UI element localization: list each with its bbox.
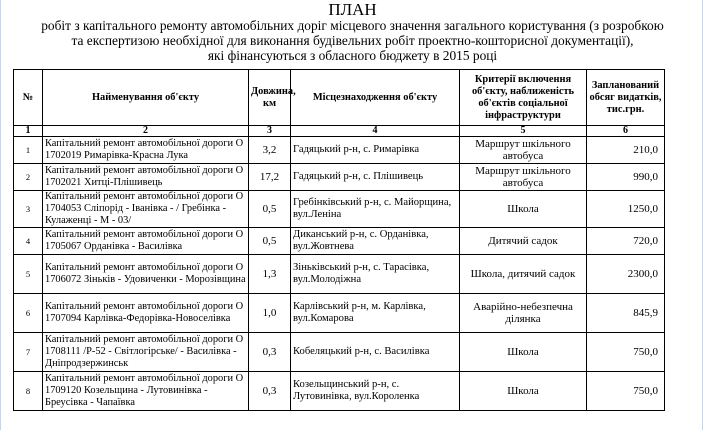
column-number: 6: [587, 126, 665, 137]
row-num: 2: [14, 164, 43, 191]
row-amount: 210,0: [587, 137, 665, 164]
table-row: [14, 372, 665, 411]
row-amount: 990,0: [587, 164, 665, 191]
table-row: [14, 137, 665, 164]
row-num: 5: [14, 255, 43, 294]
row-length: 0,3: [249, 333, 291, 372]
row-location: Зіньківський р-н, с. Тарасівка, вул.Молодіжна: [291, 255, 460, 294]
row-length: 0,5: [249, 228, 291, 255]
row-criteria: Школа: [460, 191, 587, 228]
row-location: Гадяцький р-н, с. Римарівка: [291, 137, 460, 164]
header-num: №: [14, 70, 43, 126]
column-number: 5: [460, 126, 587, 137]
row-name: Капітальний ремонт автомобільної дороги О 1702021 Хитці-Плішивець: [43, 164, 249, 191]
row-location: Диканський р-н, с. Орданівка, вул.Жовтнева: [291, 228, 460, 255]
table-row: [14, 294, 665, 333]
row-amount: 2300,0: [587, 255, 665, 294]
row-name: Капітальний ремонт автомобільної дороги О 1707094 Карлівка-Федорівка-Новоселівка: [43, 294, 249, 333]
row-amount: 845,9: [587, 294, 665, 333]
subtitle-line-1: робіт з капітального ремонту автомобільних доріг місцевого значення загального користування (з розробкою: [41, 18, 664, 33]
row-name: Капітальний ремонт автомобільної дороги О 1709120 Козельщина - Лутовинівка - Бреусівка - Чапаївка: [43, 372, 249, 411]
row-amount: 750,0: [587, 333, 665, 372]
header-length: Довжина, км: [249, 70, 291, 126]
row-location: Козельщинський р-н, с. Лутовинівка, вул.Короленка: [291, 372, 460, 411]
row-amount: 750,0: [587, 372, 665, 411]
header-criteria: Критерії включення об'єкту, наближеність об'єктів соціальної інфраструктури: [460, 70, 587, 126]
row-length: 17,2: [249, 164, 291, 191]
column-number: 2: [43, 126, 249, 137]
row-criteria: Маршрут шкільного автобуса: [460, 164, 587, 191]
row-name: Капітальний ремонт автомобільної дороги О 1702019 Римарівка-Красна Лука: [43, 137, 249, 164]
column-numbers-row: [14, 126, 665, 137]
row-location: Карлівський р-н, м. Карлівка, вул.Комарова: [291, 294, 460, 333]
row-criteria: Дитячий садок: [460, 228, 587, 255]
header-location: Місцезнаходження об'єкту: [291, 70, 460, 126]
subtitle-line-2: та експертизою необхідної для виконання будівельних робіт проектно-кошторисної документації),: [71, 33, 634, 48]
row-name: Капітальний ремонт автомобільної дороги О 1708111 /Р-52 - Світлогірське/ - Василівка - Дніпродзержинськ: [43, 333, 249, 372]
row-amount: 1250,0: [587, 191, 665, 228]
table-row: [14, 333, 665, 372]
row-criteria: Маршрут шкільного автобуса: [460, 137, 587, 164]
row-location: Гребінківський р-н, с. Майорщина, вул.Леніна: [291, 191, 460, 228]
row-length: 0,3: [249, 372, 291, 411]
row-amount: 720,0: [587, 228, 665, 255]
row-criteria: Аварійно-небезпечна ділянка: [460, 294, 587, 333]
row-length: 3,2: [249, 137, 291, 164]
row-criteria: Школа, дитячий садок: [460, 255, 587, 294]
column-number: 3: [249, 126, 291, 137]
row-num: 3: [14, 191, 43, 228]
subtitle-line-3: які фінансуються з обласного бюджету в 2015 році: [207, 48, 498, 63]
header-amount: Запланований обсяг видатків, тис.грн.: [587, 70, 665, 126]
row-name: Капітальний ремонт автомобільної дороги О 1705067 Орданівка - Василівка: [43, 228, 249, 255]
table-row: [14, 255, 665, 294]
row-length: 0,5: [249, 191, 291, 228]
header-row: [14, 70, 665, 126]
row-num: 8: [14, 372, 43, 411]
row-num: 4: [14, 228, 43, 255]
row-location: Кобеляцький р-н, с. Василівка: [291, 333, 460, 372]
row-name: Капітальний ремонт автомобільної дороги О 1704053 Сліпорід - Іванівка - / Гребінка - Кулаженці - М - 03/: [43, 191, 249, 228]
column-number: 4: [291, 126, 460, 137]
row-name: Капітальний ремонт автомобільної дороги О 1706072 Зіньків - Удовиченки - Морозівщина: [43, 255, 249, 294]
header-name: Найменування об'єкту: [43, 70, 249, 126]
document-title: ПЛАН: [328, 0, 377, 19]
table-row: [14, 191, 665, 228]
row-criteria: Школа: [460, 333, 587, 372]
roads-plan-table: [13, 69, 665, 411]
row-criteria: Школа: [460, 372, 587, 411]
row-num: 7: [14, 333, 43, 372]
row-num: 6: [14, 294, 43, 333]
row-length: 1,0: [249, 294, 291, 333]
row-location: Гадяцький р-н, с. Плішивець: [291, 164, 460, 191]
row-num: 1: [14, 137, 43, 164]
table-row: [14, 228, 665, 255]
table-row: [14, 164, 665, 191]
column-number: 1: [14, 126, 43, 137]
row-length: 1,3: [249, 255, 291, 294]
